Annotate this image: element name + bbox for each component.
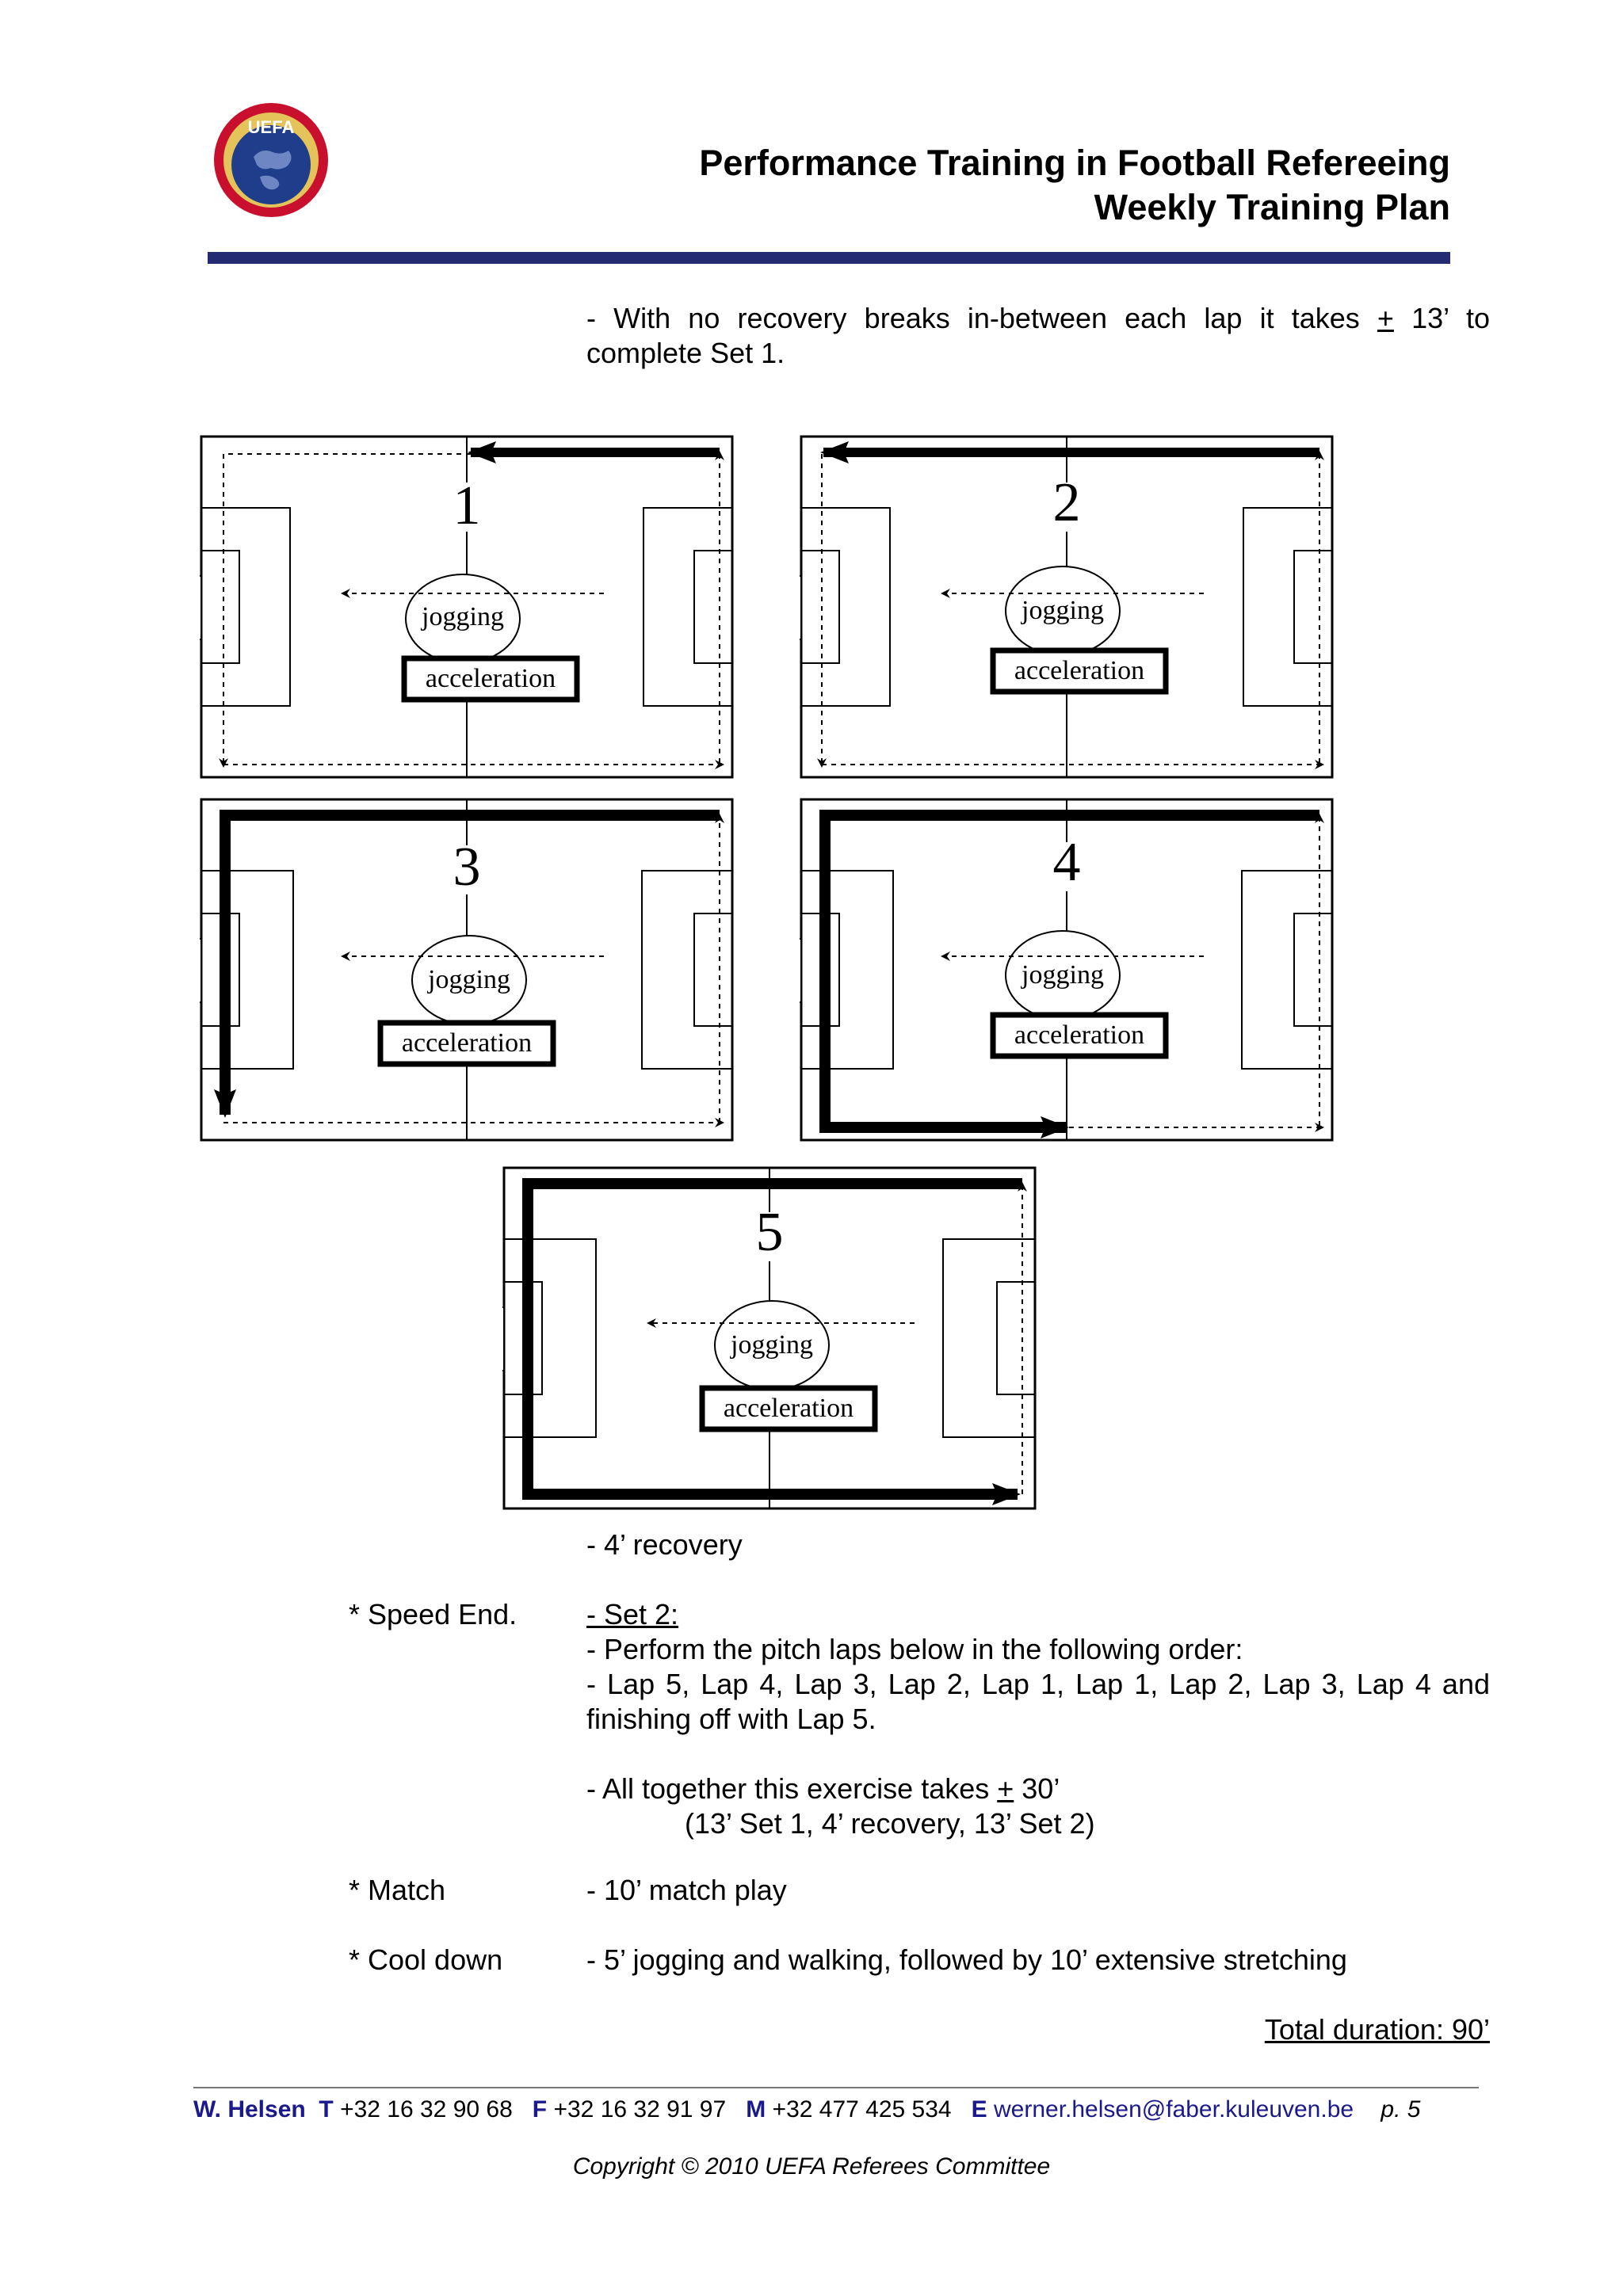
pitch-diagram-4 — [800, 798, 1334, 1142]
total-duration: Total duration: 90’ — [1264, 2013, 1490, 2046]
jogging-label: jogging — [731, 1330, 813, 1360]
page-number: p. 5 — [1381, 2096, 1421, 2122]
acceleration-label: acceleration — [723, 1394, 854, 1423]
jogging-label: jogging — [428, 965, 510, 994]
right-goal-area — [1294, 551, 1332, 663]
intro-plusminus: + — [1377, 302, 1394, 334]
intro-text-after: 13’ to complete Set 1. — [586, 302, 1490, 369]
lap-number: 5 — [755, 1202, 784, 1263]
cooldown-label: * Cool down — [349, 1943, 503, 1976]
acceleration-label: acceleration — [401, 1028, 533, 1058]
acceleration-label: acceleration — [1014, 1020, 1145, 1050]
pitch-diagram-2 — [800, 435, 1334, 779]
left-goal-area — [801, 551, 839, 663]
page-subtitle: Weekly Training Plan — [1094, 187, 1450, 227]
footer-mobile: +32 477 425 534 — [772, 2096, 952, 2122]
logo-text: UEFA — [247, 117, 295, 137]
right-penalty-box — [1242, 871, 1332, 1069]
jogging-label: jogging — [422, 602, 504, 631]
match-label: * Match — [349, 1874, 446, 1906]
speed-end-content — [586, 1597, 1490, 1841]
pitch-diagram-1 — [200, 435, 734, 779]
total-before: - All together this exercise takes — [586, 1772, 998, 1805]
footer-f-label: F — [532, 2096, 548, 2122]
copyright: Copyright © 2010 UEFA Referees Committee — [572, 2153, 1051, 2180]
jogging-label: jogging — [1022, 960, 1104, 990]
pitch-diagram-3 — [200, 798, 734, 1142]
page-title: Performance Training in Football Refereeing — [699, 143, 1450, 183]
right-penalty-box — [642, 871, 732, 1069]
speed-end-label: * Speed End. — [349, 1598, 517, 1630]
left-goal — [800, 576, 801, 639]
left-goal — [800, 939, 801, 1002]
right-goal-area — [1294, 913, 1332, 1026]
footer-phone: +32 16 32 90 68 — [340, 2096, 513, 2122]
set-line-1: - Perform the pitch laps below in the following order: — [586, 1633, 1243, 1665]
acceleration-label: acceleration — [425, 664, 556, 693]
uefa-logo — [212, 101, 330, 219]
footer-email-link[interactable]: werner.helsen@faber.kuleuven.be — [993, 2096, 1354, 2122]
total-plusminus: + — [997, 1772, 1014, 1805]
left-penalty-box — [801, 871, 893, 1069]
footer-rule — [193, 2087, 1479, 2088]
intro-text — [586, 301, 1490, 371]
lap-number: 2 — [1052, 472, 1081, 533]
footer-e-label: E — [971, 2096, 987, 2122]
breakdown-line: (13’ Set 1, 4’ recovery, 13’ Set 2) — [685, 1807, 1095, 1840]
right-goal-area — [694, 913, 732, 1026]
footer-fax: +32 16 32 91 97 — [553, 2096, 727, 2122]
lap-number: 4 — [1052, 832, 1081, 893]
jogging-label: jogging — [1022, 596, 1104, 625]
total-exercise-line — [586, 1772, 1490, 1806]
left-penalty-box — [504, 1239, 596, 1437]
set-line-2: - Lap 5, Lap 4, Lap 3, Lap 2, Lap 1, Lap 1, Lap 2, Lap 3, Lap 4 and finishing off with Lap 5. — [586, 1668, 1490, 1735]
right-goal-area — [694, 551, 732, 663]
right-goal-area — [997, 1282, 1035, 1394]
pitch-diagram-5 — [502, 1166, 1037, 1510]
left-penalty-box — [201, 871, 293, 1069]
total-after: 30’ — [1014, 1772, 1060, 1805]
left-penalty-box — [201, 508, 290, 706]
intro-text-before: - With no recovery breaks in-between each lap it takes — [586, 302, 1377, 334]
cooldown-text: - 5’ jogging and walking, followed by 10’ extensive stretching — [586, 1943, 1347, 1976]
lap-number: 3 — [453, 837, 481, 898]
lap-number: 1 — [453, 475, 481, 536]
left-penalty-box — [801, 508, 890, 706]
right-penalty-box — [943, 1239, 1035, 1437]
footer-name: W. Helsen — [193, 2096, 306, 2122]
left-goal-area — [201, 551, 239, 663]
footer-t-label: T — [319, 2096, 334, 2122]
footer-m-label: M — [746, 2096, 766, 2122]
match-text: - 10’ match play — [586, 1874, 787, 1906]
footer-contact — [193, 2096, 1420, 2123]
left-goal — [200, 576, 201, 639]
acceleration-label: acceleration — [1014, 656, 1145, 685]
left-goal — [200, 939, 201, 1002]
set-title: - Set 2: — [586, 1598, 679, 1630]
recovery-text: - 4’ recovery — [586, 1528, 743, 1561]
header-rule — [208, 252, 1450, 264]
left-goal — [502, 1307, 504, 1371]
